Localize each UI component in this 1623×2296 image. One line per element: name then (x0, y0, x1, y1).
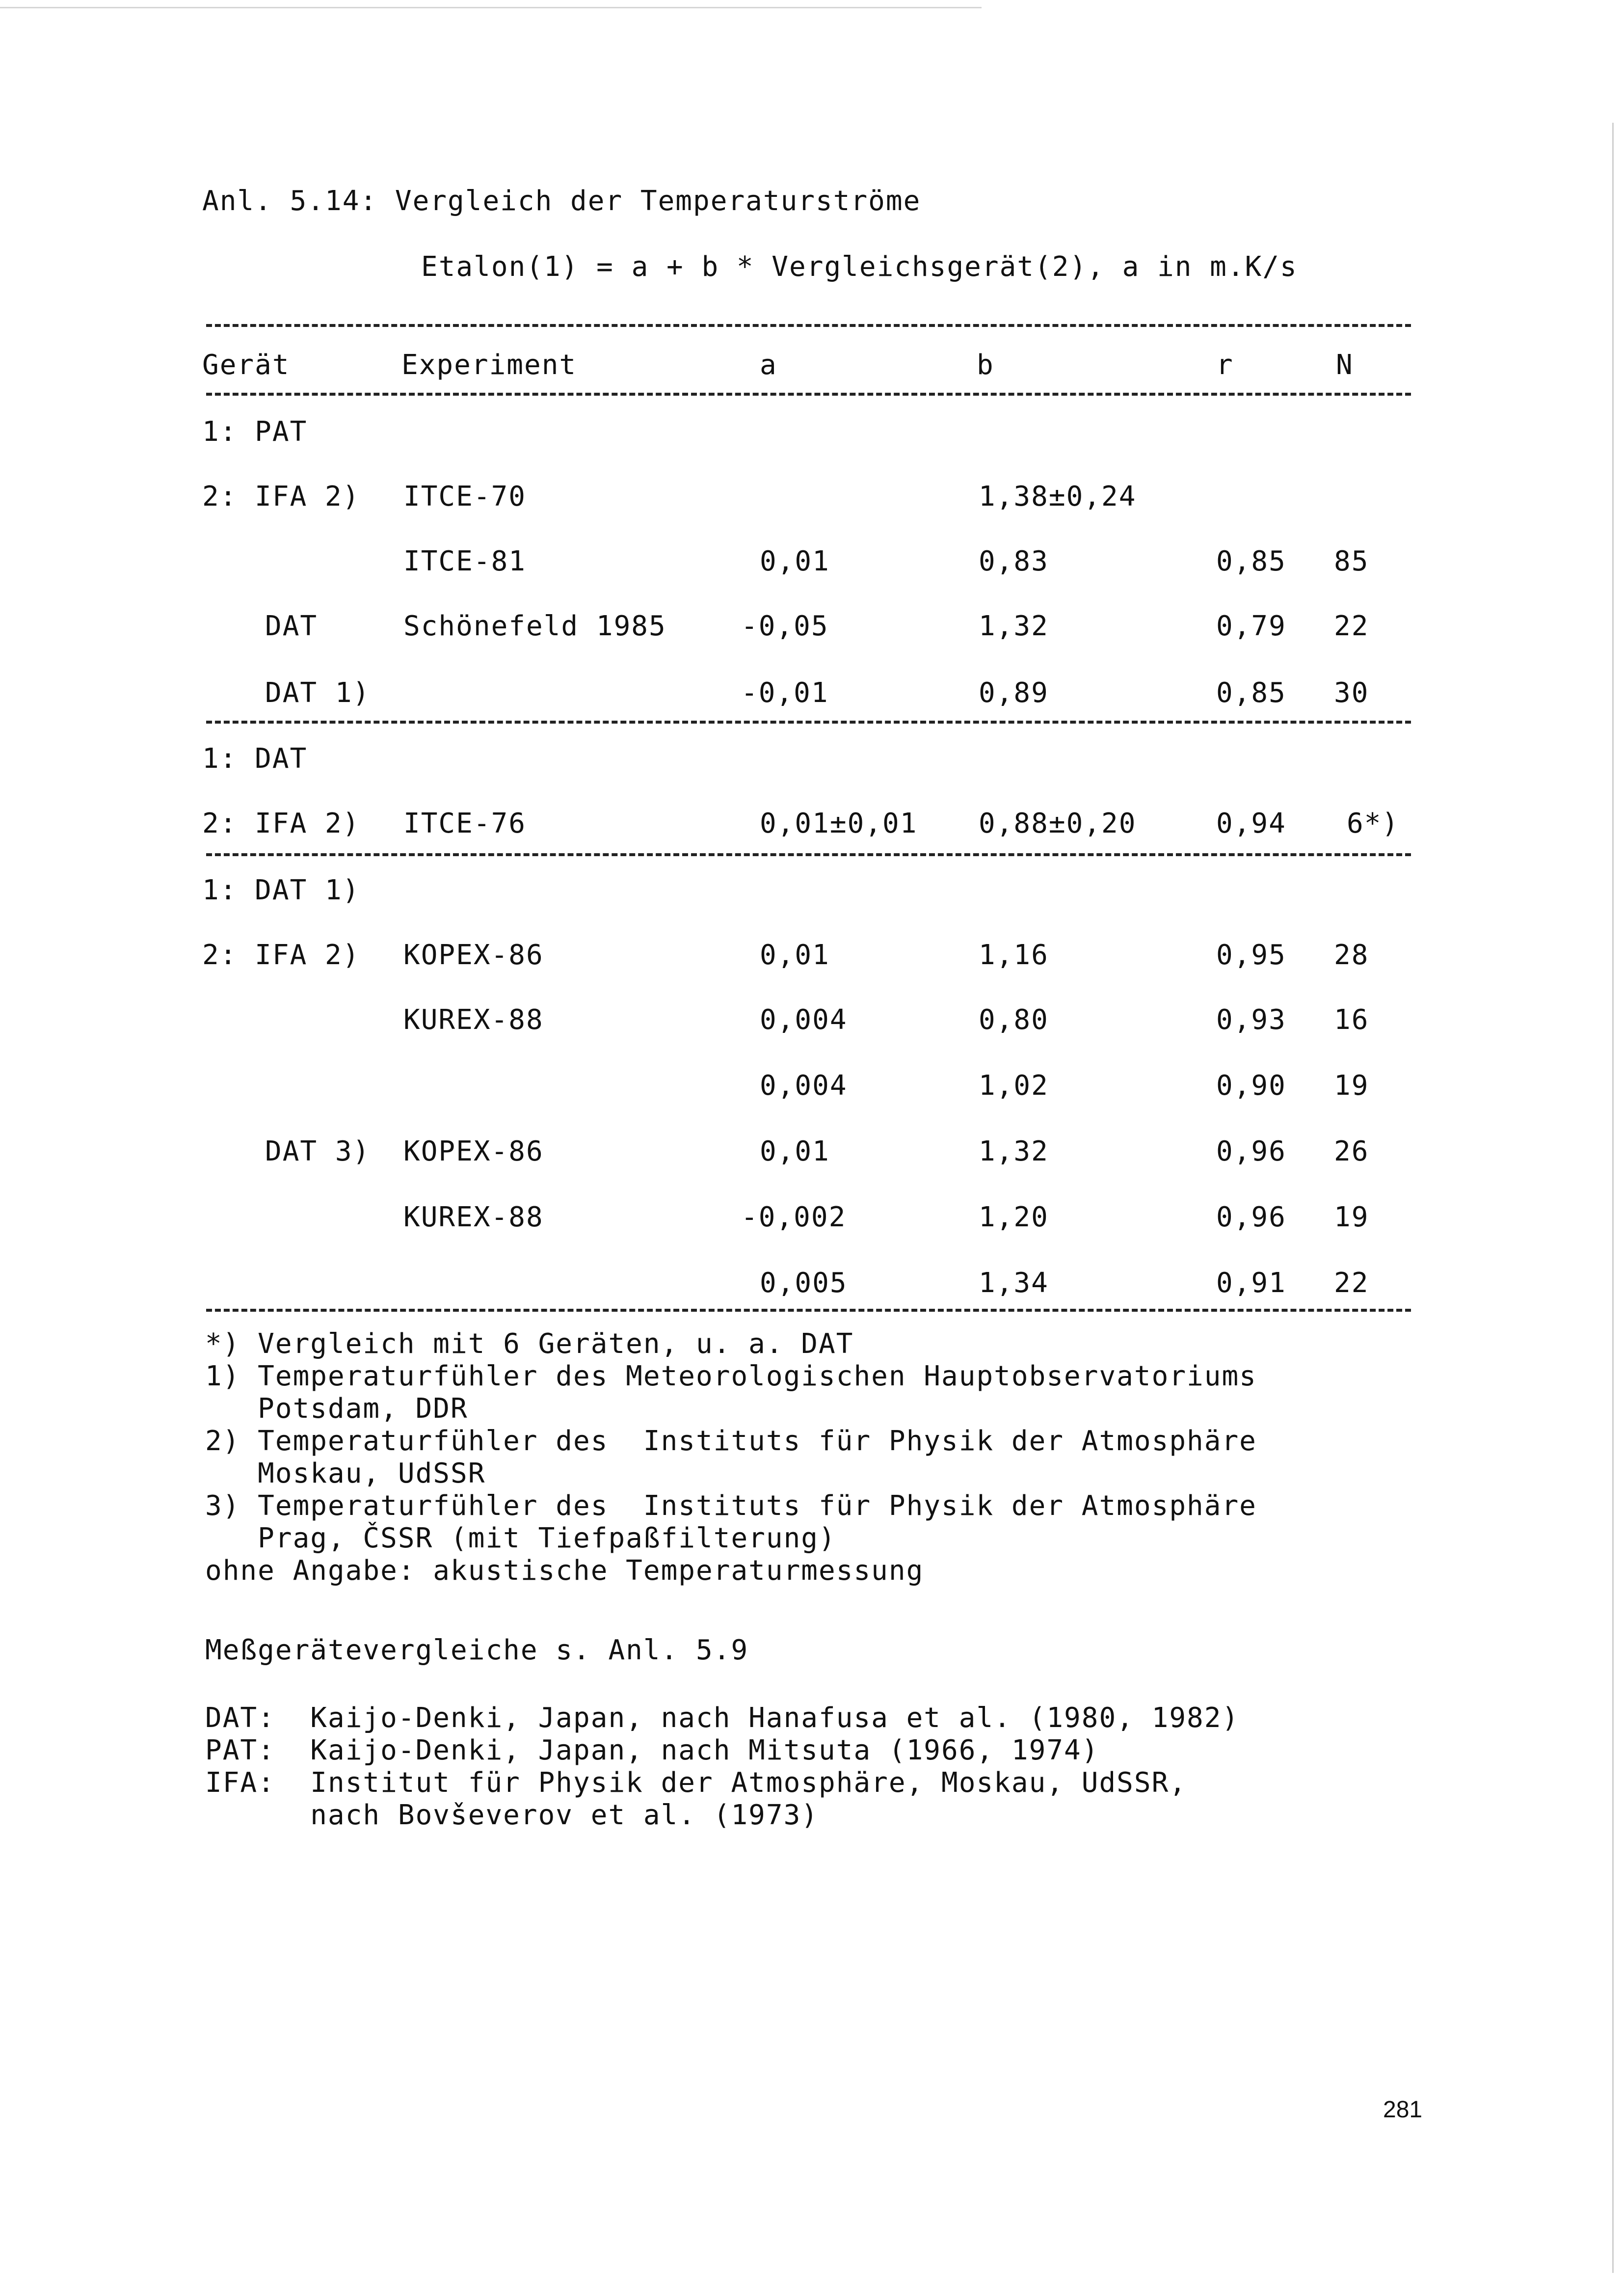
table-cell-n: 22 (1334, 610, 1369, 642)
table-cell-experiment: ITCE-81 (403, 545, 527, 577)
table-cell-b: 1,32 (979, 610, 1049, 642)
table-cell-a: -0,002 (741, 1201, 847, 1233)
table-cell-geraet: 2: IFA 2) (202, 481, 360, 513)
table-cell-a: -0,05 (741, 610, 829, 642)
table-cell-r: 0,96 (1216, 1135, 1286, 1167)
table-cell-experiment: KOPEX-86 (403, 939, 544, 971)
table-cell-r: 0,79 (1216, 610, 1286, 642)
footnote-line: 3) Temperaturfühler des Instituts für Physik der Atmosphäre (205, 1490, 1257, 1522)
table-cell-n: 26 (1334, 1135, 1369, 1167)
table-cell-b: 1,34 (979, 1267, 1049, 1299)
table-cell-n: 19 (1334, 1201, 1369, 1233)
table-cell-a: 0,01 (760, 939, 830, 971)
table-cell-n: 30 (1334, 677, 1369, 709)
formula: Etalon(1) = a + b * Vergleichsgerät(2), a in m.K/s (421, 251, 1298, 283)
footnote-line: 2) Temperaturfühler des Instituts für Physik der Atmosphäre (205, 1425, 1257, 1457)
footnote-line: Potsdam, DDR (205, 1393, 468, 1425)
table-cell-b: 1,38±0,24 (979, 481, 1137, 513)
table-cell-geraet: DAT 3) (265, 1135, 371, 1167)
page-number: 281 (1383, 2097, 1423, 2123)
table-cell-n: 85 (1334, 545, 1369, 577)
table-cell-n: 16 (1334, 1004, 1369, 1036)
col-header-b: b (977, 349, 994, 381)
table-cell-n: 6*) (1347, 808, 1400, 839)
scan-edge-right (1612, 123, 1614, 2273)
table-cell-b: 0,89 (979, 677, 1049, 709)
table-cell-experiment: Schönefeld 1985 (403, 610, 666, 642)
table-cell-geraet: 1: PAT (202, 416, 308, 448)
footnote-line: Moskau, UdSSR (205, 1458, 486, 1489)
table-cell-r: 0,90 (1216, 1070, 1286, 1102)
col-header-experiment: Experiment (401, 349, 577, 381)
table-cell-geraet: 2: IFA 2) (202, 808, 360, 839)
table-cell-r: 0,94 (1216, 808, 1286, 839)
reference-note: Meßgerätevergleiche s. Anl. 5.9 (205, 1634, 749, 1666)
table-cell-r: 0,96 (1216, 1201, 1286, 1233)
scan-edge-top (0, 7, 982, 8)
table-cell-r: 0,93 (1216, 1004, 1286, 1036)
table-cell-r: 0,85 (1216, 545, 1286, 577)
table-cell-n: 22 (1334, 1267, 1369, 1299)
table-cell-b: 0,80 (979, 1004, 1049, 1036)
footnote-line: Prag, ČSSR (mit Tiefpaßfilterung) (205, 1522, 836, 1554)
footnote-line: *) Vergleich mit 6 Geräten, u. a. DAT (205, 1328, 854, 1360)
table-cell-geraet: 2: IFA 2) (202, 939, 360, 971)
table-cell-a: 0,01±0,01 (760, 808, 918, 839)
table-cell-a: 0,01 (760, 1135, 830, 1167)
footnote-line: 1) Temperaturfühler des Meteorologischen Hauptobservatoriums (205, 1360, 1257, 1392)
table-rule-section-2 (206, 853, 1411, 856)
abbreviation-line: PAT: Kaijo-Denki, Japan, nach Mitsuta (1966, 1974) (205, 1734, 1099, 1766)
abbreviation-line: IFA: Institut für Physik der Atmosphäre, Moskau, UdSSR, (205, 1767, 1187, 1799)
table-cell-geraet: 1: DAT (202, 743, 308, 775)
abbreviation-line: nach Bovševerov et al. (1973) (205, 1799, 819, 1831)
table-cell-b: 1,16 (979, 939, 1049, 971)
table-cell-geraet: DAT 1) (265, 677, 371, 709)
col-header-n: N (1336, 349, 1354, 381)
table-cell-n: 19 (1334, 1070, 1369, 1102)
table-cell-experiment: KOPEX-86 (403, 1135, 544, 1167)
table-cell-geraet: DAT (265, 610, 318, 642)
table-cell-b: 0,83 (979, 545, 1049, 577)
table-cell-r: 0,91 (1216, 1267, 1286, 1299)
col-header-a: a (760, 349, 777, 381)
col-header-r: r (1216, 349, 1234, 381)
table-cell-b: 1,02 (979, 1070, 1049, 1102)
table-cell-b: 1,20 (979, 1201, 1049, 1233)
table-cell-b: 1,32 (979, 1135, 1049, 1167)
page-heading: Anl. 5.14: Vergleich der Temperaturströme (202, 185, 921, 217)
table-cell-n: 28 (1334, 939, 1369, 971)
table-cell-a: 0,004 (760, 1004, 848, 1036)
footnote-line: ohne Angabe: akustische Temperaturmessung (205, 1555, 924, 1587)
table-cell-a: -0,01 (741, 677, 829, 709)
table-cell-a: 0,01 (760, 545, 830, 577)
table-rule-header (206, 393, 1411, 396)
table-cell-experiment: ITCE-76 (403, 808, 527, 839)
col-header-geraet: Gerät (202, 349, 290, 381)
table-cell-b: 0,88±0,20 (979, 808, 1137, 839)
table-cell-r: 0,85 (1216, 677, 1286, 709)
table-cell-geraet: 1: DAT 1) (202, 874, 360, 906)
table-cell-experiment: ITCE-70 (403, 481, 527, 513)
table-cell-experiment: KUREX-88 (403, 1004, 544, 1036)
table-rule-top (206, 324, 1411, 327)
abbreviation-line: DAT: Kaijo-Denki, Japan, nach Hanafusa et al. (1980, 1982) (205, 1702, 1240, 1734)
table-rule-bottom (206, 1309, 1411, 1312)
table-rule-section-1 (206, 721, 1411, 724)
table-cell-a: 0,004 (760, 1070, 848, 1102)
table-cell-a: 0,005 (760, 1267, 848, 1299)
table-cell-r: 0,95 (1216, 939, 1286, 971)
table-cell-experiment: KUREX-88 (403, 1201, 544, 1233)
